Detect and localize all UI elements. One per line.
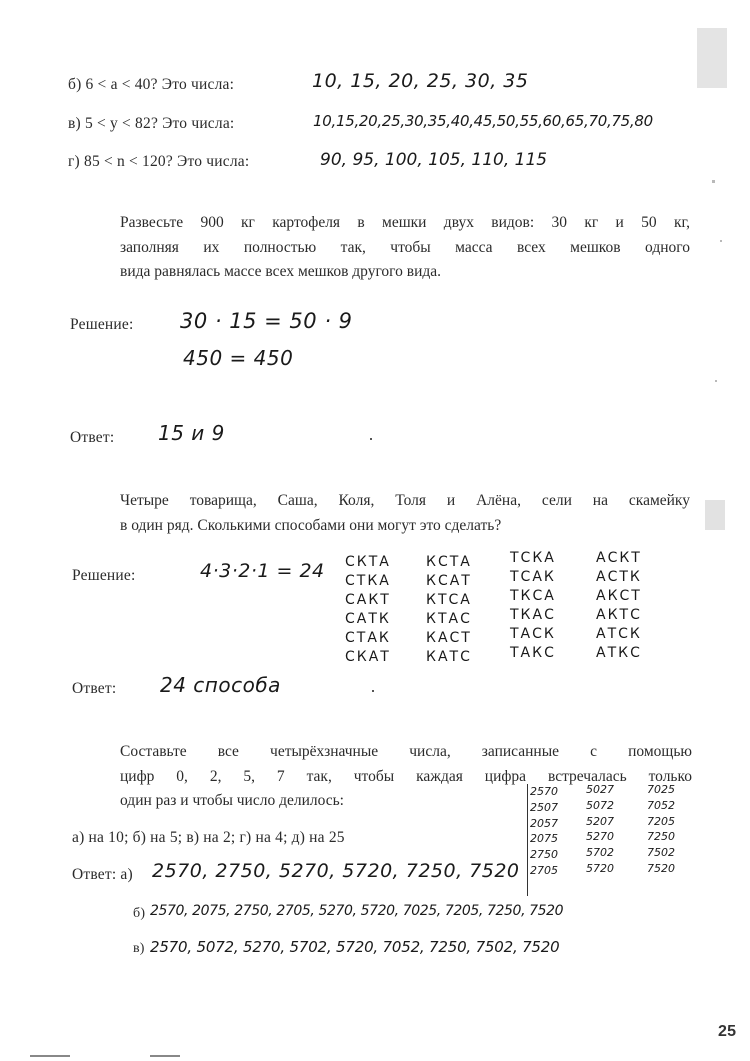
number: 7520 [647,861,675,875]
number: 2507 [530,800,558,814]
permutation: КАСТ [426,630,472,646]
answer-label: Ответ: а) [72,866,133,883]
number: 7025 [647,783,675,796]
number: 7250 [647,830,675,844]
digits-answer-b: 2570, 2075, 2750, 2705, 5270, 5720, 7025, 7205, 7250, 7520 [150,903,564,919]
text-line: Четыре товарища, Саша, Коля, Толя и Алёна, сели на скамейку [120,492,690,509]
scan-artifact [370,438,372,440]
part-v-label: в) 5 < y < 82? Это числа: [68,115,235,132]
answer-label: Ответ: [72,680,117,697]
permutation-column [345,553,391,667]
scan-artifact [715,380,717,382]
number: 7052 [647,798,675,812]
task-bench-text [120,489,690,538]
permutation: АТКС [596,645,642,661]
permutation: КАТС [426,649,472,665]
number: 2705 [530,863,558,877]
number: 5027 [586,783,614,796]
permutation-column [426,553,472,667]
permutation: САТК [345,611,391,627]
text-line: Развесьте 900 кг картофеля в мешки двух видов: 30 кг и 50 кг, [120,214,690,231]
permutation: СТАК [345,630,391,646]
permutation: АКТС [596,607,642,623]
part-v-answer: 10,15,20,25,30,35,40,45,50,55,60,65,70,75,80 [313,112,653,130]
part-b-answer: 10, 15, 20, 25, 30, 35 [312,70,529,92]
part-b-label: б) 6 < a < 40? Это числа: [68,76,235,93]
number: 5270 [586,830,614,844]
answer-label: Ответ: [70,429,115,446]
permutation: КТАС [426,611,472,627]
scan-artifact [372,690,374,692]
text-line: в один ряд. Сколькими способами они могут это сделать? [120,516,502,534]
permutation: СКАТ [345,649,391,665]
number: 5702 [586,846,614,860]
part-g-answer: 90, 95, 100, 105, 110, 115 [320,150,548,170]
bench-formula: 4·3·2·1 = 24 [200,560,325,582]
permutation: СКТА [345,554,391,570]
permutation: СТКА [345,573,391,589]
scan-artifact [720,240,722,242]
bench-answer: 24 способа [160,673,281,697]
permutation: АСКТ [596,550,642,566]
scan-artifact [150,1055,180,1057]
number: 5720 [586,861,614,875]
solution-label: Решение: [70,316,134,333]
page-number: 25 [718,1023,737,1040]
number: 2570 [530,785,558,798]
potatoes-solution-line1: 30 · 15 = 50 · 9 [180,309,353,333]
number: 2057 [530,816,558,830]
permutation: КСАТ [426,573,472,589]
text-line: заполняя их полностью так, чтобы масса всех мешков одного [120,238,690,256]
part-g-label: г) 85 < n < 120? Это числа: [68,153,250,170]
text-line: вида равнялась массе всех мешков другого вида. [120,263,442,280]
number: 5072 [586,798,614,812]
text-line: Составьте все четырёхзначные числа, записанные с помощью [120,743,692,760]
number: 7502 [647,846,675,860]
solution-label: Решение: [72,567,136,584]
potatoes-solution-line2: 450 = 450 [183,346,294,370]
task-potatoes-text [120,211,690,285]
permutation: ТСКА [510,550,556,566]
answer-v-label: в) [133,941,145,956]
permutation: АСТК [596,569,642,585]
permutation: ТАСК [510,626,556,642]
number-column [647,782,675,877]
number-column [586,782,614,877]
text-line: цифр 0, 2, 5, 7 так, чтобы каждая цифра встречалась только [120,767,692,785]
scan-artifact [712,180,715,183]
permutation-column [510,549,556,663]
permutation: КТСА [426,592,472,608]
permutation: ТКСА [510,588,556,604]
number: 2750 [530,848,558,862]
digits-answer-a: 2570, 2750, 5270, 5720, 7250, 7520 [152,860,520,882]
permutation: ТАКС [510,645,556,661]
digits-conditions: а) на 10; б) на 5; в) на 2; г) на 4; д) на 25 [72,829,345,846]
text-line: один раз и чтобы число делилось: [120,792,344,809]
scan-artifact [697,28,727,88]
permutation-column [596,549,642,663]
permutation: АТСК [596,626,642,642]
scan-artifact [705,500,725,530]
potatoes-answer: 15 и 9 [158,421,225,445]
permutation: АКСТ [596,588,642,604]
permutation: ТСАК [510,569,556,585]
number: 5207 [586,814,614,828]
answer-b-label: б) [133,906,146,921]
number: 7205 [647,814,675,828]
number: 2075 [530,832,558,846]
table-divider [527,784,528,896]
digits-answer-v: 2570, 5072, 5270, 5702, 5720, 7052, 7250, 7502, 7520 [150,938,560,956]
scan-artifact [30,1055,70,1057]
permutation: САКТ [345,592,391,608]
permutation: ТКАС [510,607,556,623]
permutation: КСТА [426,554,472,570]
number-column [530,784,558,879]
